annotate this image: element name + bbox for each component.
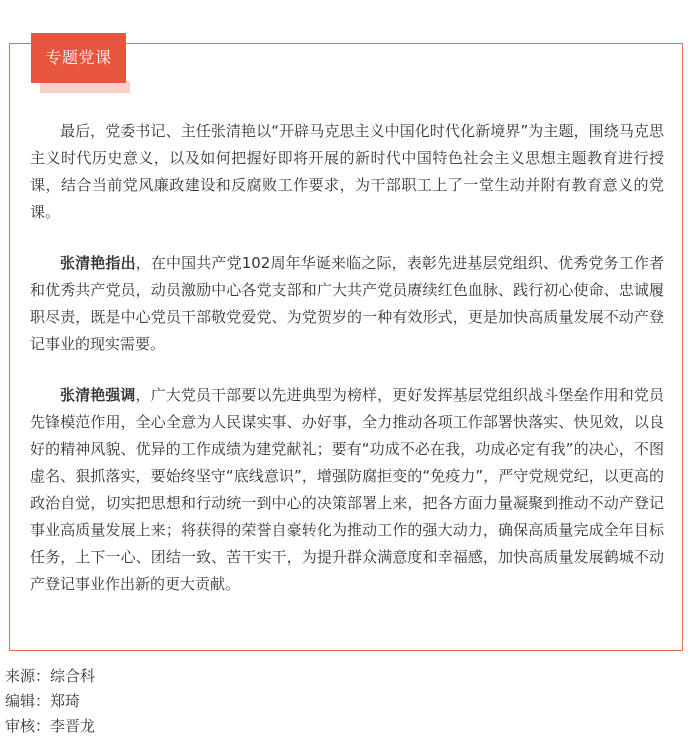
paragraph-text: ，广大党员干部要以先进典型为榜样，更好发挥基层党组织战斗堡垒作用和党员先锋模范作用，全心全意为人民谋实事、办好事，全力推动各项工作部署快落实、快见效，以良好的精神风貌、优异的工作成绩为建党献礼；要有“功成不必在我，功成必定有我”的决心，不图虚名、狠抓落实，要始终坚守“底线意识”，增强防腐拒变的“免疫力”，严守党规党纪，以更高的政治自觉，切实把思想和行动统一到中心的决策部署上来，把各方面力量凝聚到推动不动产登记事业高质量发展上来；将获得的荣誉自豪转化为推动工作的强大动力，确保高质量完成全年目标任务，上下一心、团结一致、苦干实干，为提升群众满意度和幸福感，加快高质量发展鹤城不动产登记事业作出新的更大贡献。 bbox=[30, 386, 664, 593]
meta-editor: 编辑：郑琦 bbox=[5, 692, 81, 710]
paragraph-pointed-out bbox=[30, 250, 664, 358]
meta-reviewer: 审核：李晋龙 bbox=[5, 717, 96, 735]
paragraph-emphasized bbox=[30, 382, 664, 598]
paragraph-lead: 张清艳指出 bbox=[60, 254, 136, 272]
paragraph-summary bbox=[30, 118, 664, 226]
paragraph-text: 最后，党委书记、主任张清艳以“开辟马克思主义中国化时代化新境界”为主题，围绕马克思主义时代历史意义，以及如何把握好即将开展的新时代中国特色社会主义思想主题教育进行授课，结合当前党风廉政建设和反腐败工作要求，为干部职工上了一堂生动并附有教育意义的党课。 bbox=[30, 122, 664, 221]
article-meta bbox=[5, 664, 95, 739]
section-tag: 专题党课 bbox=[31, 33, 126, 83]
article-body bbox=[30, 118, 664, 598]
paragraph-lead: 张清艳强调 bbox=[60, 386, 136, 404]
paragraph-text: ，在中国共产党102周年华诞来临之际，表彰先进基层党组织、优秀党务工作者和优秀共产党员，动员激励中心各党支部和广大共产党员赓续红色血脉、践行初心使命、忠诚履职尽责，既是中心党员干部敬党爱党、为党贺岁的一种有效形式，更是加快高质量发展不动产登记事业的现实需要。 bbox=[30, 254, 664, 353]
meta-source: 来源：综合科 bbox=[5, 667, 96, 685]
